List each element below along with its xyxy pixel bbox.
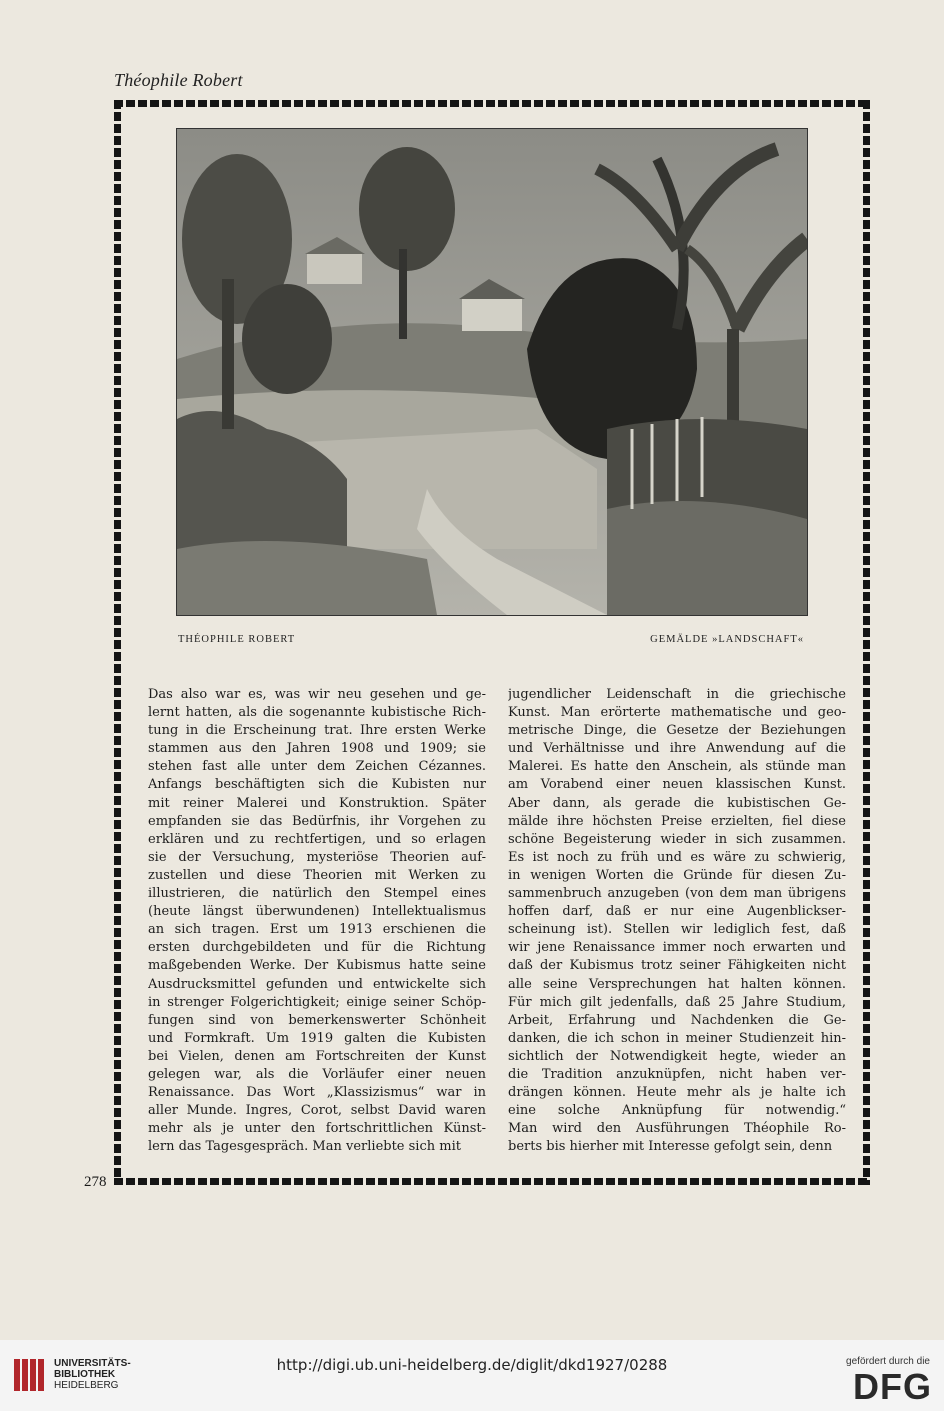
library-name-line: BIBLIOTHEK bbox=[54, 1369, 116, 1380]
text-column-left bbox=[148, 686, 486, 1156]
text-line: empfanden sie das Bedürfnis, ihr Vorgehen zu bbox=[148, 813, 486, 829]
text-line: (heute längst überwundenen) Intellektualismus bbox=[148, 904, 486, 920]
source-url-link[interactable]: http://digi.ub.uni-heidelberg.de/diglit/dkd1927/0288 bbox=[276, 1356, 668, 1374]
text-line: Anfangs beschäftigten sich die Kubisten nur bbox=[148, 777, 486, 793]
text-line: lern das Tagesgespräch. Man verliebte sich mit bbox=[148, 1139, 461, 1155]
text-line: in strenger Folgerichtigkeit; einige seiner Schöp- bbox=[148, 994, 486, 1010]
text-line: Es ist noch zu früh und es wäre zu schwierig, bbox=[508, 849, 846, 865]
text-line: mit reiner Malerei und Konstruktion. Später bbox=[148, 795, 486, 811]
text-line: Aber dann, als gerade die kubistischen Ge- bbox=[508, 795, 846, 811]
text-line: Renaissance. Das Wort „Klassizismus“ war in bbox=[148, 1085, 486, 1101]
page-number: 278 bbox=[84, 1174, 107, 1190]
text-line: berts bis hierher mit Interesse gefolgt sein, denn bbox=[508, 1139, 833, 1155]
text-line: zustellen und diese Theorien mit Werken zu bbox=[148, 867, 486, 883]
library-name-line: HEIDELBERG bbox=[54, 1380, 119, 1391]
frame-bottom-border bbox=[114, 1178, 870, 1185]
text-line: Kunst. Man erörterte mathematische und geo- bbox=[508, 705, 846, 721]
text-line: in wenigen Worten die Gründe für diesen Zu- bbox=[508, 867, 846, 883]
running-head: Théophile Robert bbox=[114, 70, 243, 90]
library-name-line: UNIVERSITÄTS- bbox=[54, 1358, 131, 1369]
caption-title: GEMÄLDE »LANDSCHAFT« bbox=[650, 634, 804, 645]
text-line: und Formkraft. Um 1919 galten die Kubisten bbox=[148, 1030, 486, 1046]
text-line: stehen fast alle unter dem Zeichen Cézannes. bbox=[148, 759, 486, 775]
text-line: Ausdrucksmittel gefunden und entwickelte sich bbox=[148, 976, 486, 992]
text-line: eine solche Anknüpfung für notwendig.“ bbox=[508, 1103, 846, 1119]
text-line: metrische Dinge, die Gesetze der Beziehungen bbox=[508, 723, 846, 739]
text-line: maßgebenden Werke. Der Kubismus hatte seine bbox=[148, 958, 486, 974]
text-line: wir jene Renaissance immer noch erwarten und bbox=[508, 940, 846, 956]
dfg-logo: DFG bbox=[853, 1366, 932, 1407]
text-line: sammenbruch anzugeben (von dem man übrigens bbox=[508, 886, 846, 902]
footer-bar bbox=[0, 1340, 944, 1411]
text-line: tung in die Erscheinung trat. Ihre ersten Werke bbox=[148, 723, 486, 739]
text-line: lernt hatten, als die sogenannte kubistische Rich- bbox=[148, 705, 486, 721]
frame-left-border bbox=[114, 100, 121, 1185]
text-line: scheinung ist). Stellen wir lediglich fest, daß bbox=[508, 922, 846, 938]
text-line: hoffen darf, daß er nur eine Augenblickser- bbox=[508, 904, 846, 920]
funded-by-label: gefördert durch die bbox=[846, 1356, 930, 1367]
text-line: bei Vielen, denen am Fortschreiten der Kunst bbox=[148, 1048, 486, 1064]
text-line: jugendlicher Leidenschaft in die griechische bbox=[508, 687, 846, 702]
text-line: und Verhältnisse und ihre Anwendung auf die bbox=[508, 741, 846, 757]
text-line: mälde ihre höchsten Preise erzielten, fiel diese bbox=[508, 813, 846, 829]
text-line: Man wird den Ausführungen Théophile Ro- bbox=[508, 1121, 846, 1137]
caption-artist: THÉOPHILE ROBERT bbox=[178, 634, 296, 645]
text-column-right bbox=[508, 686, 846, 1156]
text-line: daß der Kubismus trotz seiner Fähigkeiten nicht bbox=[508, 958, 846, 974]
text-line: mehr als je unter den fortschrittlichen Künst- bbox=[148, 1121, 486, 1137]
text-line: am Vorabend einer neuen klassischen Kunst. bbox=[508, 777, 846, 793]
frame-top-border bbox=[114, 100, 870, 107]
text-line: drängen können. Heute mehr als je halte ich bbox=[508, 1085, 846, 1101]
text-line: Malerei. Es hatte den Anschein, als stünde man bbox=[508, 759, 846, 775]
text-line: sie der Versuchung, mysteriöse Theorien auf- bbox=[148, 849, 486, 865]
text-line: erklären und zu rechtfertigen, und so erlagen bbox=[148, 831, 486, 847]
landscape-painting bbox=[176, 128, 808, 616]
text-line: alle seine Versprechungen hat halten können. bbox=[508, 976, 846, 992]
text-line: gelegen war, als die Vorläufer einer neuen bbox=[148, 1066, 486, 1082]
text-line: schöne Begeisterung wieder in sich zusammen. bbox=[508, 831, 846, 847]
text-line: sichtlich der Notwendigkeit hegte, wieder an bbox=[508, 1048, 846, 1064]
text-line: die Tradition anzuknüpfen, nicht haben ver- bbox=[508, 1066, 846, 1082]
text-line: an sich tragen. Erst um 1913 erschienen die bbox=[148, 922, 486, 938]
text-line: stammen aus den Jahren 1908 und 1909; sie bbox=[148, 741, 486, 757]
text-line: aller Munde. Ingres, Corot, selbst David waren bbox=[148, 1103, 486, 1119]
text-line: illustrieren, die natürlich den Stempel eines bbox=[148, 886, 486, 902]
text-line: fungen sind von bemerkenswerter Schönheit bbox=[148, 1012, 486, 1028]
text-line: Das also war es, was wir neu gesehen und ge- bbox=[148, 687, 486, 702]
text-line: danken, die ich schon in meiner Studienzeit hin- bbox=[508, 1030, 846, 1046]
frame-right-border bbox=[863, 100, 870, 1185]
text-line: ersten durchgebildeten und für die Richtung bbox=[148, 940, 486, 956]
text-line: Für mich gilt jedenfalls, daß 25 Jahre Studium, bbox=[508, 994, 846, 1010]
text-line: Arbeit, Erfahrung und Nachdenken die Ge- bbox=[508, 1012, 846, 1028]
